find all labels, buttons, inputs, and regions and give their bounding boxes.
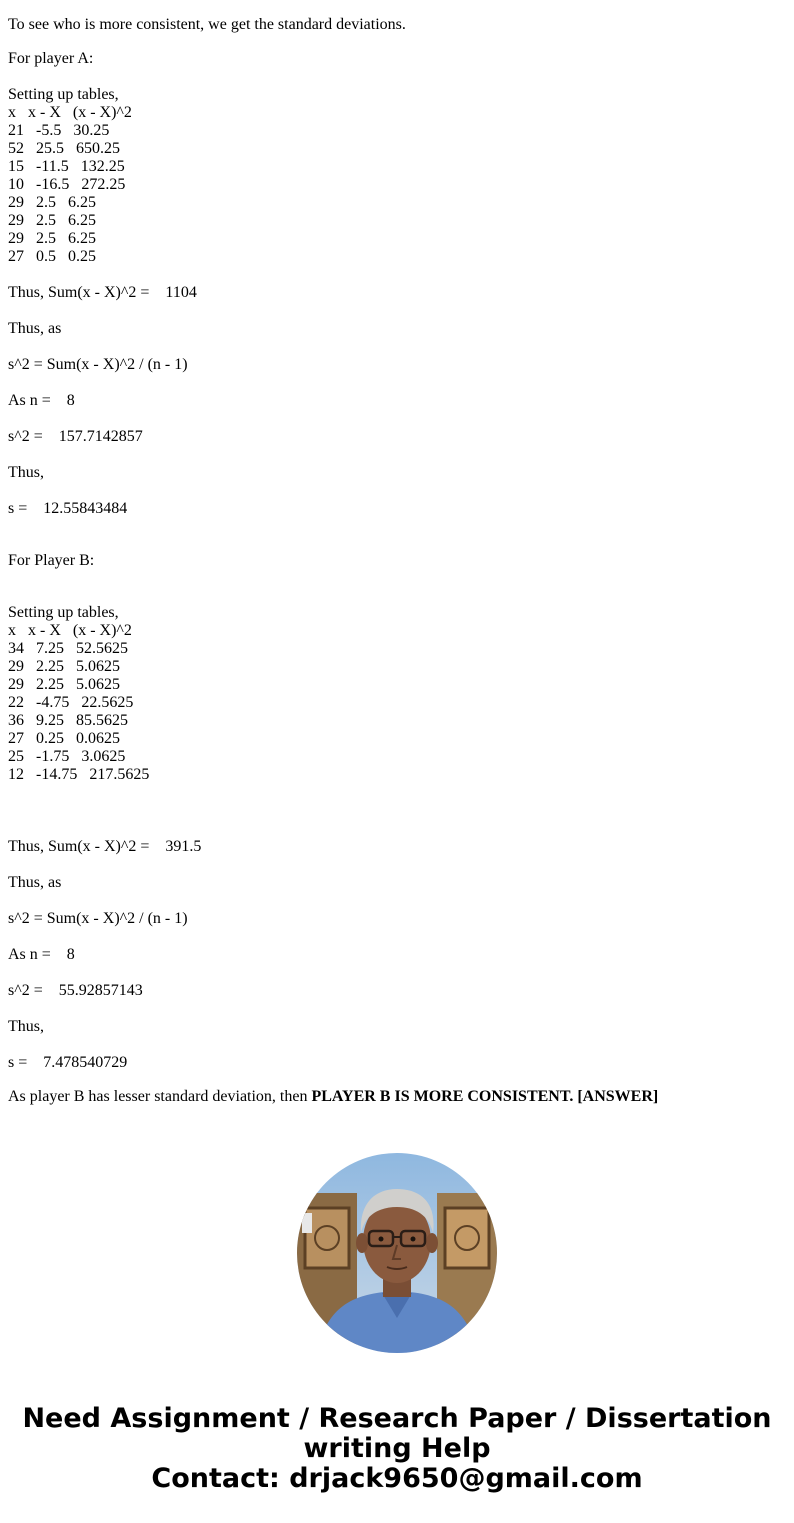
player-b-thus-as: Thus, as (8, 874, 62, 891)
player-b-standard-deviation: s = 7.478540729 (8, 1054, 128, 1071)
player-b-table-row: 34 7.25 52.5625 (8, 640, 128, 657)
player-a-table-header: x x - X (x - X)^2 (8, 104, 132, 121)
player-a-setup: Setting up tables, (8, 86, 119, 103)
player-b-table-header: x x - X (x - X)^2 (8, 622, 132, 639)
player-a-heading: For player A: (8, 50, 94, 67)
player-a-thus: Thus, (8, 464, 44, 481)
player-a-table-row: 52 25.5 650.25 (8, 140, 120, 157)
player-b-thus: Thus, (8, 1018, 44, 1035)
promo-line-2: writing Help (303, 1433, 491, 1464)
player-a-sum: Thus, Sum(x - X)^2 = 1104 (8, 284, 197, 301)
player-a-table-row: 10 -16.5 272.25 (8, 176, 126, 193)
player-a-table-row: 29 2.5 6.25 (8, 194, 96, 211)
player-b-table-row: 29 2.25 5.0625 (8, 676, 120, 693)
player-a-table-row: 27 0.5 0.25 (8, 248, 96, 265)
player-b-table-row: 29 2.25 5.0625 (8, 658, 120, 675)
conclusion-answer: PLAYER B IS MORE CONSISTENT. [ANSWER] (311, 1088, 659, 1105)
player-b-table-row: 36 9.25 85.5625 (8, 712, 128, 729)
author-avatar (297, 1153, 497, 1353)
player-a-table-row: 15 -11.5 132.25 (8, 158, 125, 175)
player-b-table-row: 12 -14.75 217.5625 (8, 766, 150, 783)
player-b-table-row: 22 -4.75 22.5625 (8, 694, 134, 711)
promo-contact: Contact: drjack9650@gmail.com (151, 1463, 643, 1494)
player-b-table-row: 25 -1.75 3.0625 (8, 748, 126, 765)
player-a-variance: s^2 = 157.7142857 (8, 428, 143, 445)
conclusion (8, 1088, 658, 1106)
player-b-table-row: 27 0.25 0.0625 (8, 730, 120, 747)
player-b-variance: s^2 = 55.92857143 (8, 982, 143, 999)
player-a-n: As n = 8 (8, 392, 75, 409)
intro-text: To see who is more consistent, we get the standard deviations. (8, 16, 406, 33)
promo-line-1: Need Assignment / Research Paper / Dissertation (22, 1403, 772, 1434)
player-b-heading: For Player B: (8, 552, 95, 569)
player-a-standard-deviation: s = 12.55843484 (8, 500, 128, 517)
player-a-formula: s^2 = Sum(x - X)^2 / (n - 1) (8, 356, 188, 373)
player-a-thus-as: Thus, as (8, 320, 62, 337)
player-a-table-row: 29 2.5 6.25 (8, 230, 96, 247)
player-b-sum: Thus, Sum(x - X)^2 = 391.5 (8, 838, 202, 855)
player-b-setup: Setting up tables, (8, 604, 119, 621)
conclusion-prefix: As player B has lesser standard deviation, then (8, 1088, 312, 1105)
player-a-table-row: 21 -5.5 30.25 (8, 122, 110, 139)
player-b-n: As n = 8 (8, 946, 75, 963)
player-b-formula: s^2 = Sum(x - X)^2 / (n - 1) (8, 910, 188, 927)
player-a-table-row: 29 2.5 6.25 (8, 212, 96, 229)
